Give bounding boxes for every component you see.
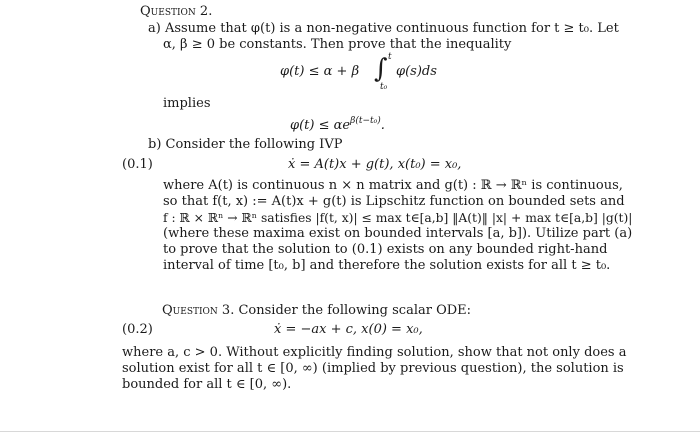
q2b-line-2: so that f(t, x) := A(t)x + g(t) is Lipschitz function on bounded sets and — [163, 194, 625, 209]
implies-text: implies — [163, 96, 211, 111]
q2b-line-5: to prove that the solution to (0.1) exists on any bounded right-hand — [163, 242, 608, 257]
eq-label-0-2: (0.2) — [122, 322, 153, 337]
integral-upper-limit: t — [388, 52, 392, 62]
q3-line-2: solution exist for all t ∈ [0, ∞) (implied by previous question), the solution is — [122, 361, 624, 376]
ivp-equation: ẋ = A(t)x + g(t), x(t₀) = x₀, — [288, 157, 462, 172]
inequality-lhs: φ(t) ≤ α + β — [280, 64, 360, 79]
q2b-line-4: (where these maxima exist on bounded intervals [a, b]). Utilize part (a) — [163, 226, 633, 241]
q2b-line-3: f : ℝ × ℝⁿ → ℝⁿ satisfies |f(t, x)| ≤ max t∈[a,b] ‖A(t)‖ |x| + max t∈[a,b] |g(t)| — [163, 211, 633, 225]
integral-lower-limit: t₀ — [380, 82, 388, 92]
q2b-intro: b) Consider the following IVP — [148, 137, 343, 152]
q2a-line-1: a) Assume that φ(t) is a non-negative continuous function for t ≥ t₀. Let — [148, 21, 619, 36]
q2a-line-2: α, β ≥ 0 be constants. Then prove that the inequality — [163, 37, 512, 52]
eq-label-0-1: (0.1) — [122, 157, 153, 172]
question-2-title: Question 2. — [140, 4, 213, 19]
q3-line-1: where a, c > 0. Without explicitly finding solution, show that not only does a — [122, 345, 627, 360]
conclusion: $\varphi(t) \le \alpha e^{\beta(t-t_0)}$. — [290, 116, 385, 133]
bottom-divider — [0, 431, 700, 432]
inequality-rhs: φ(s)ds — [396, 64, 437, 79]
q3-line-3: bounded for all t ∈ [0, ∞). — [122, 377, 292, 392]
q2b-line-1: where A(t) is continuous n × n matrix and g(t) : ℝ → ℝⁿ is continuous, — [163, 178, 623, 193]
integral-sign: ∫ — [374, 54, 388, 84]
q2b-line-6: interval of time [t₀, b] and therefore the solution exists for all t ≥ t₀. — [163, 258, 611, 273]
question-3-heading: Question 3. Consider the following scalar ODE: — [162, 303, 472, 318]
scalar-ode-equation: ẋ = −ax + c, x(0) = x₀, — [274, 322, 423, 337]
